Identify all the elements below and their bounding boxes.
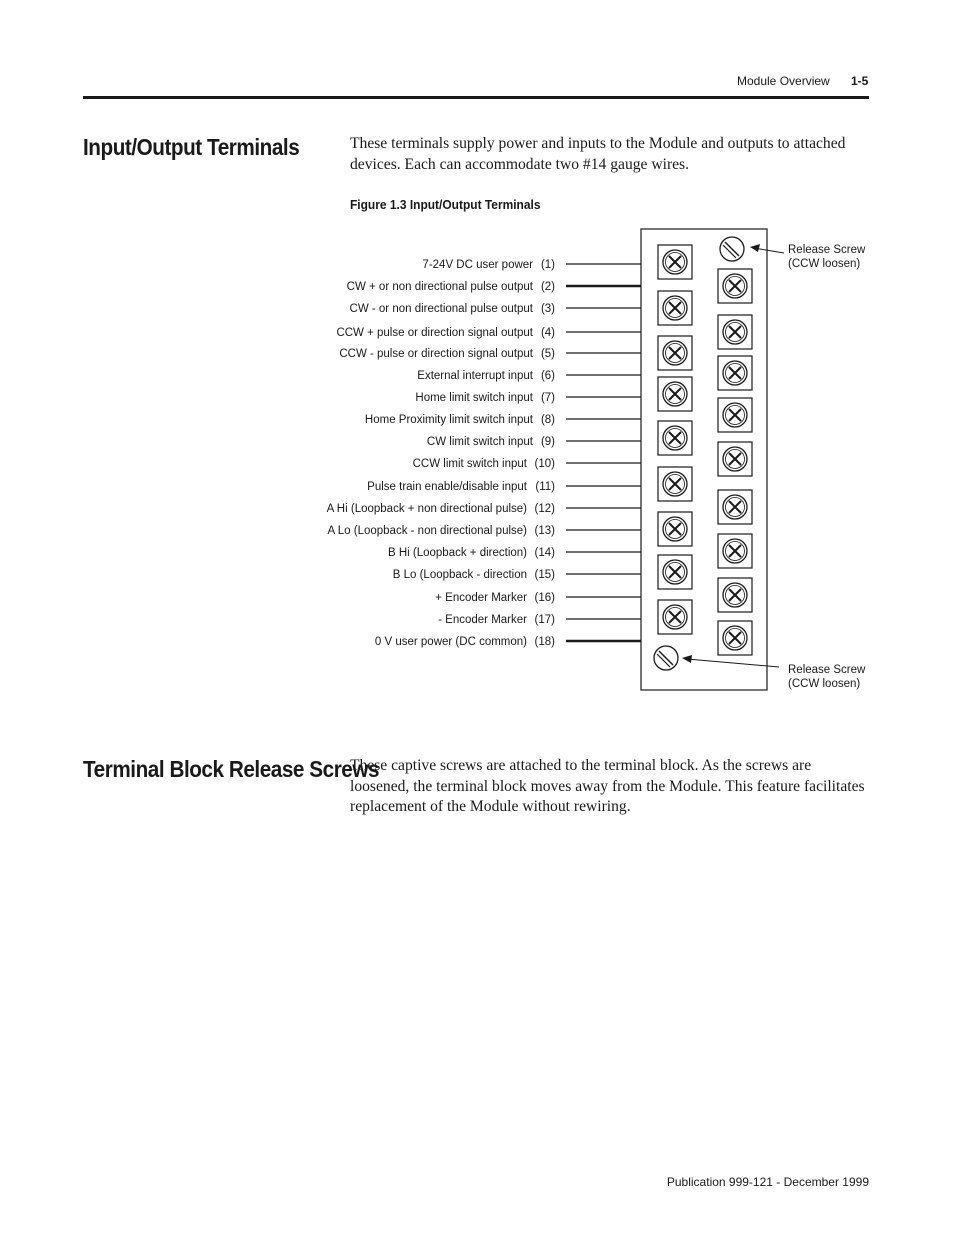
terminal-screw-14: [718, 534, 752, 568]
terminal-screw-15: [658, 555, 692, 589]
release-label-top-line2: (CCW loosen): [788, 258, 861, 270]
header-section-title: Module Overview: [737, 74, 830, 88]
terminal-label-8: Home Proximity limit switch input: [364, 414, 533, 426]
header-page-number: 1-5: [851, 74, 869, 88]
terminal-label-15: B Lo (Loopback - direction: [392, 569, 527, 581]
terminal-number-15: (15): [534, 569, 555, 581]
terminal-label-5: CCW - pulse or direction signal output: [339, 348, 533, 360]
section-body-io-terminals: These terminals supply power and inputs to the Module and outputs to attached devices. Each can accommodate two #14 gauge wires.: [350, 135, 846, 173]
terminal-screw-11: [658, 467, 692, 501]
section-heading-io-terminals: Input/Output Terminals: [83, 134, 300, 160]
terminal-screw-5: [658, 336, 692, 370]
terminal-number-17: (17): [534, 614, 555, 626]
terminal-number-2: (2): [540, 281, 555, 293]
terminal-number-4: (4): [540, 327, 555, 339]
terminal-label-11: Pulse train enable/disable input: [367, 481, 527, 493]
terminal-label-1: 7-24V DC user power: [422, 259, 533, 271]
release-label-bottom-line2: (CCW loosen): [788, 678, 861, 690]
terminal-screw-17: [658, 600, 692, 634]
terminal-screw-2: [718, 269, 752, 303]
terminal-screw-1: [658, 245, 692, 279]
terminal-screw-12: [718, 490, 752, 524]
release-screw-bottom: [654, 646, 678, 670]
terminal-label-17: - Encoder Marker: [438, 614, 527, 626]
terminal-label-9: CW limit switch input: [426, 436, 533, 448]
terminal-number-14: (14): [534, 547, 555, 559]
footer-publication: Publication 999-121 - December 1999: [666, 1175, 869, 1189]
terminal-number-12: (12): [534, 503, 555, 515]
terminal-number-7: (7): [540, 392, 555, 404]
terminal-screw-13: [658, 512, 692, 546]
terminal-screw-4: [718, 315, 752, 349]
terminal-label-3: CW - or non directional pulse output: [349, 303, 533, 315]
section-heading-release-screws: Terminal Block Release Screws: [83, 756, 380, 782]
terminal-number-16: (16): [534, 592, 555, 604]
terminal-number-8: (8): [540, 414, 555, 426]
terminal-label-10: CCW limit switch input: [412, 458, 527, 470]
terminal-number-5: (5): [540, 348, 555, 360]
terminal-screw-6: [718, 356, 752, 390]
terminal-number-18: (18): [534, 636, 555, 648]
section-body-release-screws: These captive screws are attached to the terminal block. As the screws are loosened, the terminal block moves away from the Module. This feature facilitates replacement of the Module without rewiring.: [350, 757, 865, 815]
terminal-number-3: (3): [540, 303, 555, 315]
terminal-number-10: (10): [534, 458, 555, 470]
figure-caption: Figure 1.3 Input/Output Terminals: [350, 197, 541, 212]
terminal-number-11: (11): [535, 481, 555, 493]
terminal-number-6: (6): [540, 370, 555, 382]
release-screw-top: [720, 237, 744, 261]
terminal-label-18: 0 V user power (DC common): [374, 636, 527, 648]
terminal-screw-3: [658, 291, 692, 325]
terminal-label-2: CW + or non directional pulse output: [346, 281, 533, 293]
terminal-screw-10: [718, 442, 752, 476]
terminal-screw-8: [718, 398, 752, 432]
terminal-number-9: (9): [540, 436, 555, 448]
terminal-label-12: A Hi (Loopback + non directional pulse): [326, 503, 527, 515]
release-label-top-line1: Release Screw: [788, 244, 866, 256]
terminal-label-14: B Hi (Loopback + direction): [387, 547, 527, 559]
release-label-bottom-line1: Release Screw: [788, 664, 866, 676]
terminal-screw-9: [658, 421, 692, 455]
terminal-number-1: (1): [540, 259, 555, 271]
terminal-screw-16: [718, 578, 752, 612]
terminal-screw-18: [718, 621, 752, 655]
terminal-label-16: + Encoder Marker: [435, 592, 527, 604]
terminal-label-4: CCW + pulse or direction signal output: [336, 327, 533, 339]
terminal-number-13: (13): [534, 525, 555, 537]
terminal-label-13: A Lo (Loopback - non directional pulse): [327, 525, 527, 537]
terminal-label-7: Home limit switch input: [415, 392, 533, 404]
terminal-screw-7: [658, 377, 692, 411]
label-group: [327, 259, 556, 648]
terminal-label-6: External interrupt input: [417, 370, 533, 382]
